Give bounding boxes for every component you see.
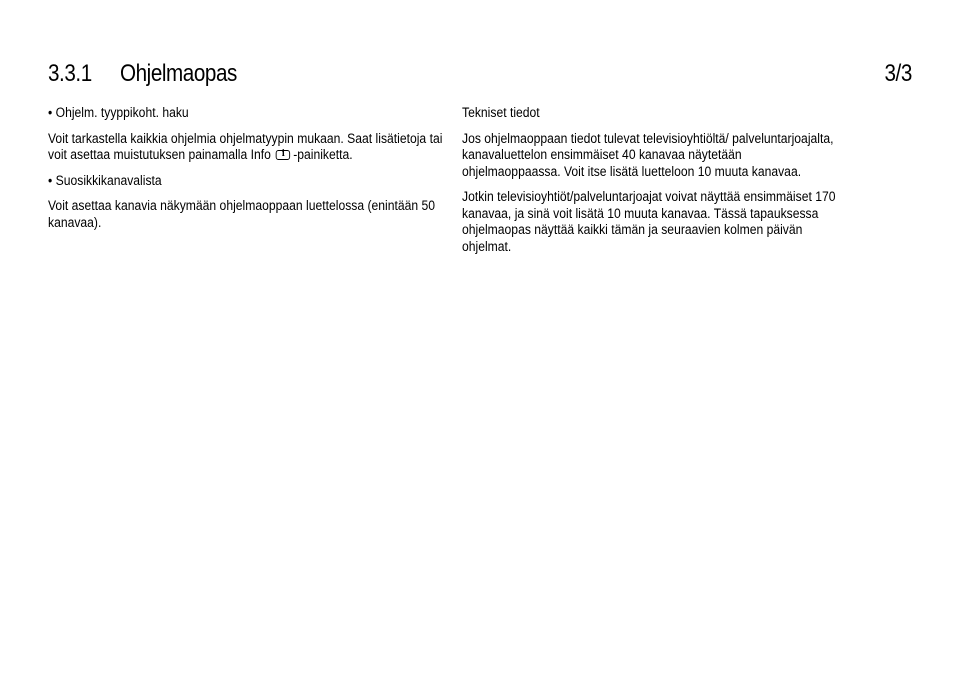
page-header bbox=[48, 60, 912, 94]
technical-data-paragraph-1: Jos ohjelmaoppaan tiedot tulevat televisioyhtiöltä/ palveluntarjoajalta, kanavaluettelon ensimmäiset 40 kanavaa näytetään ohjelmaoppaassa. Voit itse lisätä luetteloon 10 muuta kanavaa. bbox=[462, 130, 834, 179]
favourites-description: Voit asettaa kanavia näkymään ohjelmaoppaan luettelossa (enintään 50 kanavaa). bbox=[48, 198, 436, 230]
left-column bbox=[48, 105, 448, 240]
bullet-item-favourites: • Suosikkikanavalista bbox=[48, 173, 448, 190]
info-suffix: -painiketta. bbox=[293, 147, 353, 162]
page-indicator: 3/3 bbox=[884, 60, 912, 87]
technical-data-paragraph-2: Jotkin televisioyhtiöt/palveluntarjoajat voivat näyttää ensimmäiset 170 kanavaa, ja sinä voit lisätä 10 muuta kanavaa. Tässä tapauksessa ohjelmaopas näyttää kaikki tämän ja seuraavien kolmen päivän ohjelmat. bbox=[462, 189, 836, 254]
section-number: 3.3.1 bbox=[48, 60, 92, 87]
bullet-item-genre-search: • Ohjelm. tyyppikoht. haku bbox=[48, 105, 448, 122]
genre-search-text: Voit tarkastella kaikkia ohjelmia ohjelmatyypin mukaan. Saat lisätietoja tai voit asettaa muistutuksen painamalla bbox=[48, 130, 443, 162]
page-title: Ohjelmaopas bbox=[120, 60, 237, 87]
technical-data-heading: Tekniset tiedot bbox=[462, 105, 540, 120]
info-button-icon: i bbox=[276, 150, 290, 160]
genre-search-description bbox=[48, 131, 448, 164]
info-label: Info bbox=[250, 147, 271, 162]
right-column bbox=[462, 105, 842, 264]
